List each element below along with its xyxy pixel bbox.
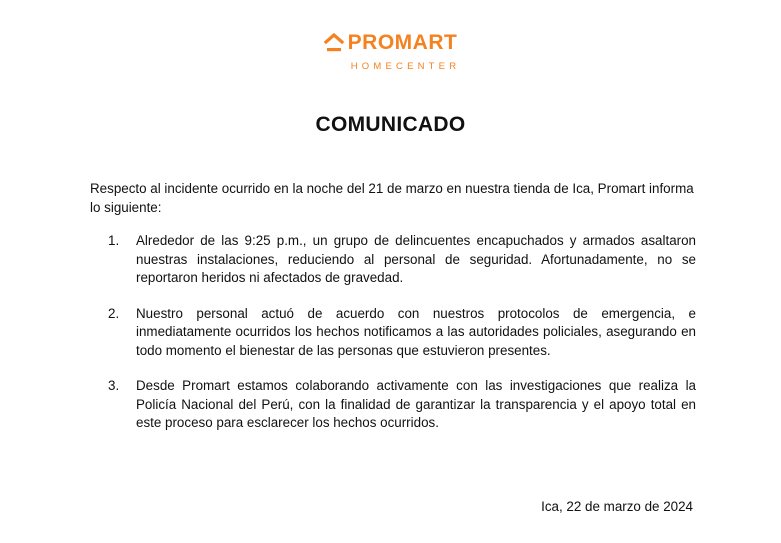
list-item xyxy=(108,305,696,361)
intro-paragraph: Respecto al incidente ocurrido en la noche del 21 de marzo en nuestra tienda de Ica, Promart informa lo siguiente: xyxy=(90,181,694,215)
document-date: Ica, 22 de marzo de 2024 xyxy=(541,499,693,514)
list-item xyxy=(108,377,696,433)
list-item-text: Desde Promart estamos colaborando activamente con las investigaciones que realiza la Policía Nacional del Perú, con la finalidad de garantizar la transparencia y el apoyo total en este proceso para esclarecer los hechos ocurridos. xyxy=(136,378,696,430)
logo-brand: PROMART xyxy=(347,31,458,54)
logo-subtitle: HOMECENTER xyxy=(350,61,461,72)
list-item-number: 3. xyxy=(108,378,120,393)
list-item-number: 1. xyxy=(108,233,120,248)
list-item-text: Nuestro personal actuó de acuerdo con nuestros protocolos de emergencia, e inmediatamente ocurridos los hechos notificamos a las autoridades policiales, asegurando en todo momento el bienestar de las personas que estuvieron presentes. xyxy=(136,305,696,358)
list-item xyxy=(108,232,696,288)
house-roof-icon xyxy=(324,33,344,53)
document-title: COMUNICADO xyxy=(315,113,466,136)
promart-logo xyxy=(0,32,781,72)
statement-list xyxy=(108,232,696,450)
list-item-number: 2. xyxy=(108,305,120,321)
list-item-text: Alrededor de las 9:25 p.m., un grupo de delincuentes encapuchados y armados asaltaron nuestras instalaciones, reduciendo al personal de seguridad. Afortunadamente, no se reportaron heridos ni afectados de gravedad. xyxy=(136,233,696,285)
logo-row xyxy=(324,32,458,54)
